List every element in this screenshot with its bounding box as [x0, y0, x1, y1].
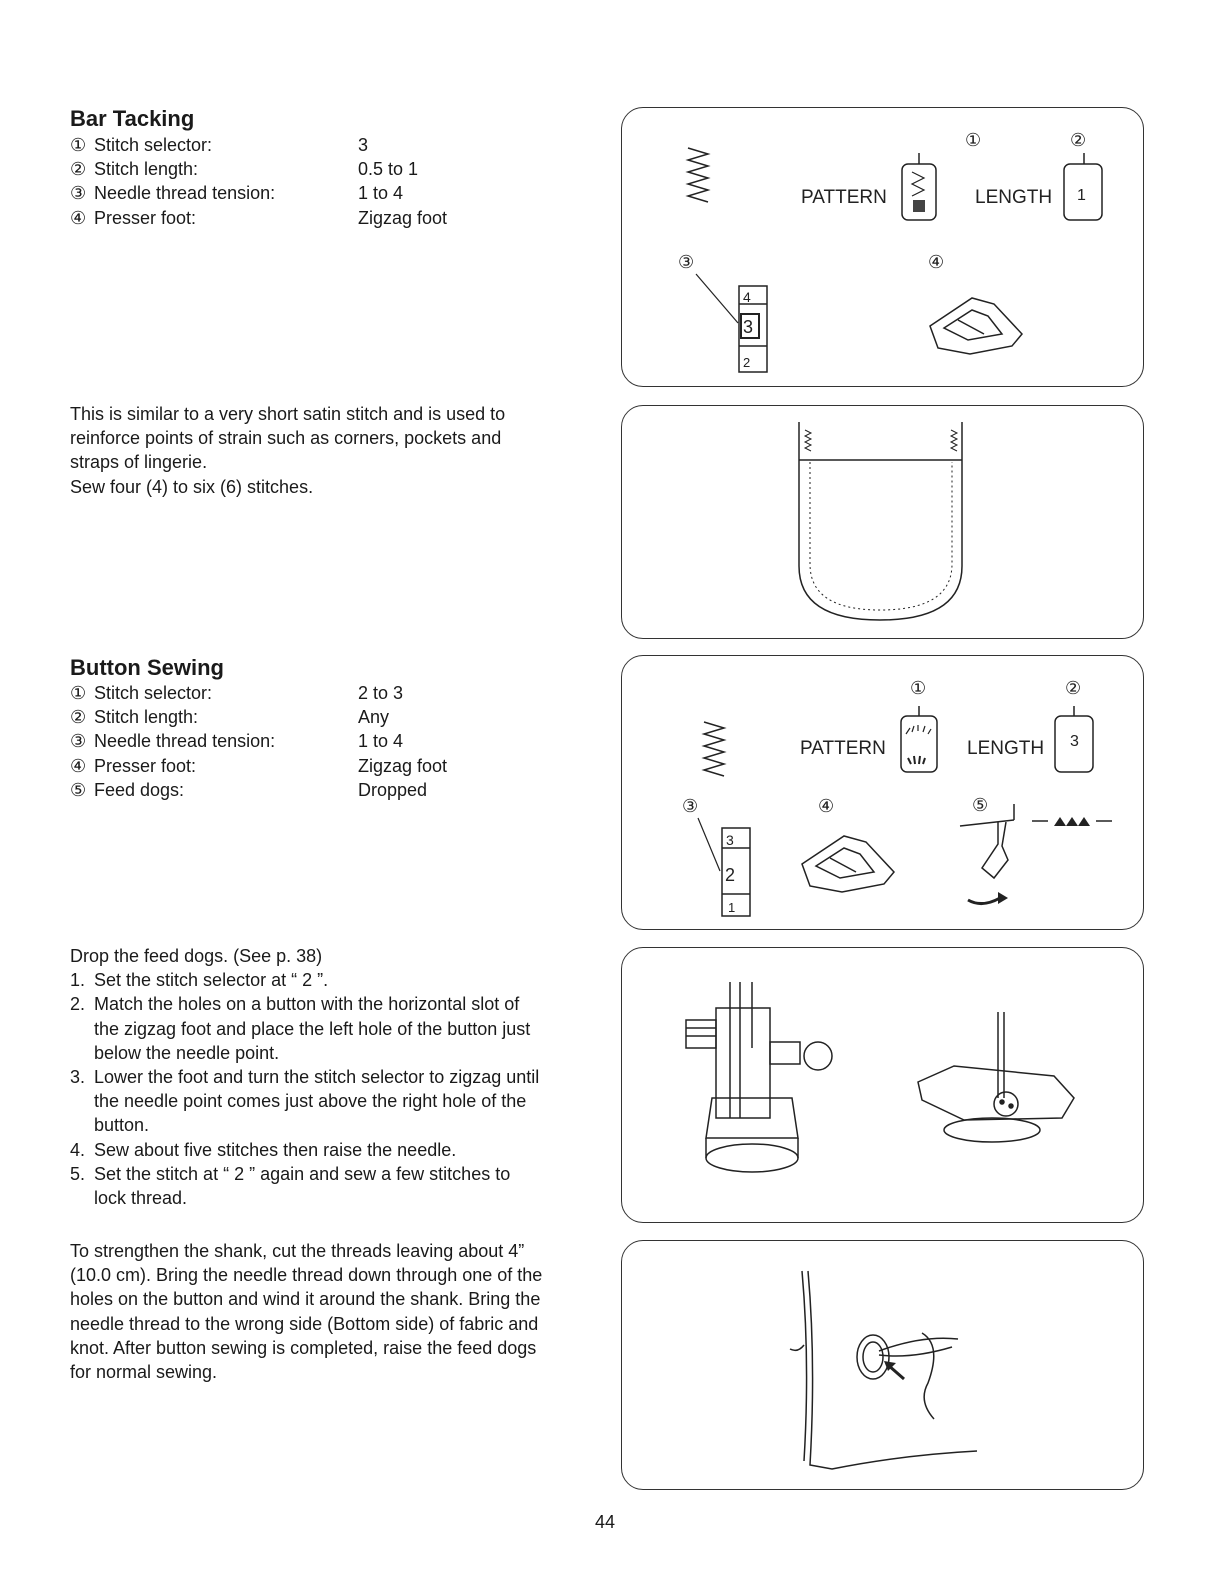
steps-list [70, 968, 605, 1210]
step-number: 4. [70, 1139, 86, 1160]
spec-value: 2 to 3 [358, 683, 404, 703]
length-dial-value: 1 [1077, 187, 1086, 204]
spec-label: Stitch length: [94, 159, 199, 180]
step-item [70, 1162, 605, 1210]
step-number: 1. [70, 970, 86, 991]
pattern-dial-icon [902, 153, 936, 220]
callout-number: ⑤ [70, 779, 87, 800]
button-sewing-title: Button Sewing [70, 655, 224, 680]
tension-dial-icon [739, 286, 767, 372]
spec-label: Stitch length: [94, 707, 199, 728]
spec-label: Presser foot: [94, 755, 197, 776]
spec-row [70, 754, 590, 778]
callout-5: ⑤ [972, 795, 989, 815]
bar-tack-right [951, 430, 957, 451]
description-line: Sew four (4) to six (6) stitches. [70, 476, 314, 497]
bar-tacking-description [70, 402, 590, 499]
callout-number: ② [70, 159, 87, 180]
bar-tacking-settings-figure [621, 107, 1144, 387]
tension-tick-selected: 3 [743, 317, 754, 337]
spec-row [70, 133, 590, 157]
spec-row [70, 729, 590, 753]
callout-number: ③ [70, 183, 87, 204]
feed-dog-lever-icon [960, 804, 1014, 904]
pattern-label: PATTERN [801, 187, 887, 208]
shank-line: To strengthen the shank, cut the threads leaving about 4” [70, 1241, 525, 1261]
zigzag-foot-icon [930, 298, 1022, 354]
description-line: This is similar to a very short satin stitch and is used to [70, 404, 506, 424]
callout-number: ① [70, 135, 87, 155]
length-dial-icon [1055, 706, 1093, 772]
tension-tick: 1 [728, 900, 736, 915]
callout-number: ① [70, 683, 87, 703]
button-sewing-specs [70, 681, 590, 802]
spec-value: Dropped [358, 779, 428, 800]
stitch-pattern-icon [688, 148, 708, 202]
step-line: Set the stitch selector at “ 2 ”. [94, 970, 329, 991]
spec-label: Stitch selector: [94, 135, 213, 155]
spec-label: Presser foot: [94, 207, 197, 228]
step-line: the zigzag foot and place the left hole of the button just [94, 1018, 531, 1039]
shank-line: holes on the button and wind it around the shank. Bring the [70, 1289, 541, 1310]
tension-tick: 3 [726, 832, 734, 848]
description-line: reinforce points of strain such as corners, pockets and [70, 428, 502, 449]
step-line: Lower the foot and turn the stitch selector to zigzag until [94, 1067, 540, 1088]
callout-4: ④ [818, 796, 835, 816]
spec-value: 1 to 4 [358, 731, 404, 752]
step-line: Set the stitch at “ 2 ” again and sew a few stitches to [94, 1163, 511, 1184]
spec-value: 1 to 4 [358, 183, 404, 204]
spec-row [70, 157, 590, 181]
pocket-illustration [799, 422, 962, 620]
shank-line: needle thread to the wrong side (Bottom side) of fabric and [70, 1313, 539, 1334]
step-line: the needle point comes just above the right hole of the [94, 1091, 527, 1112]
length-label: LENGTH [967, 738, 1045, 759]
callout-number: ④ [70, 207, 87, 228]
callout-3: ③ [678, 252, 695, 272]
spec-label: Needle thread tension: [94, 183, 276, 204]
step-line: lock thread. [94, 1188, 188, 1209]
spec-row [70, 681, 590, 705]
button-shank-icon [857, 1333, 958, 1419]
steps-intro: Drop the feed dogs. (See p. 38) [70, 946, 323, 966]
callout-3: ③ [682, 796, 699, 816]
spec-row [70, 705, 590, 729]
spec-value: Zigzag foot [358, 755, 448, 776]
spec-label: Feed dogs: [94, 779, 185, 800]
callout-4: ④ [928, 252, 945, 272]
length-dial-value: 3 [1070, 733, 1079, 750]
arrow-icon [884, 1361, 904, 1379]
bar-tacking-title: Bar Tacking [70, 106, 195, 131]
button-sewing-steps [70, 944, 605, 1210]
length-dial-icon [1064, 153, 1102, 220]
fabric-edge-icon [790, 1271, 977, 1469]
spec-row [70, 206, 590, 230]
spec-row [70, 778, 590, 802]
step-line: below the needle point. [94, 1042, 280, 1063]
pattern-dial-icon [901, 706, 937, 772]
step-number: 3. [70, 1067, 86, 1088]
step-number: 5. [70, 1163, 86, 1184]
spec-value: Zigzag foot [358, 207, 448, 228]
button-sewing-settings-figure [621, 655, 1144, 930]
feed-dogs-dropped-icon [1032, 817, 1112, 826]
callout-2: ② [1065, 678, 1082, 698]
zigzag-foot-icon [802, 836, 894, 892]
machine-needle-side-view-icon [686, 982, 832, 1172]
step-line: Sew about five stitches then raise the needle. [94, 1139, 457, 1160]
button-placement-figure [621, 947, 1144, 1223]
bar-tack-left [805, 430, 811, 451]
spec-row [70, 181, 590, 205]
spec-value: 0.5 to 1 [358, 159, 419, 180]
shank-line: for normal sewing. [70, 1362, 218, 1383]
shank-wrap-figure [621, 1240, 1144, 1490]
step-line: button. [94, 1115, 150, 1136]
tension-tick-selected: 2 [725, 865, 736, 885]
step-item [70, 1065, 605, 1138]
step-item [70, 992, 605, 1065]
spec-value: 3 [358, 135, 369, 155]
button-under-foot-icon [918, 1012, 1074, 1142]
spec-label: Needle thread tension: [94, 731, 276, 752]
spec-label: Stitch selector: [94, 683, 213, 703]
pattern-label: PATTERN [800, 738, 886, 759]
tension-dial-icon [722, 828, 750, 916]
callout-1: ① [910, 678, 927, 698]
bar-tacking-specs [70, 133, 590, 230]
shank-line: knot. After button sewing is completed, raise the feed dogs [70, 1337, 537, 1358]
page-number: 44 [594, 1512, 616, 1532]
stitch-pattern-icon [704, 722, 724, 776]
step-line: Match the holes on a button with the horizontal slot of [94, 994, 520, 1015]
pocket-bar-tack-figure [621, 405, 1144, 639]
shank-instructions [70, 1239, 610, 1384]
step-number: 2. [70, 994, 86, 1015]
callout-2: ② [1070, 130, 1087, 150]
step-item [70, 1138, 605, 1162]
callout-1: ① [965, 130, 982, 150]
length-label: LENGTH [975, 187, 1053, 208]
tension-tick: 2 [743, 355, 751, 370]
tension-tick: 4 [743, 289, 751, 305]
spec-value: Any [358, 707, 390, 728]
shank-line: (10.0 cm). Bring the needle thread down through one of the [70, 1265, 543, 1286]
callout-number: ③ [70, 731, 87, 752]
callout-number: ② [70, 707, 87, 728]
callout-number: ④ [70, 755, 87, 776]
description-line: straps of lingerie. [70, 452, 208, 473]
step-item [70, 968, 605, 992]
